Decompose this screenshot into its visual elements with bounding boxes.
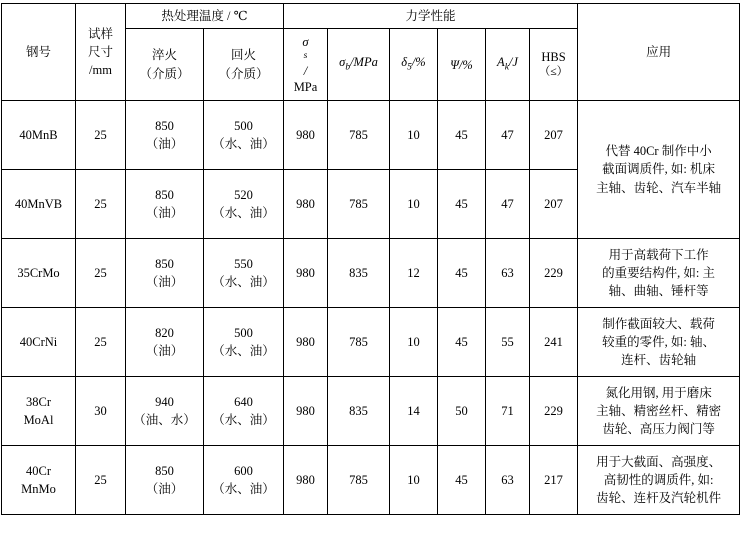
cell-hardness: 207	[530, 101, 578, 170]
cell-temper	[204, 377, 284, 446]
cell-quench	[126, 239, 204, 308]
cell-application-line3: 连杆、齿轮轴	[621, 353, 697, 368]
cell-temper	[204, 239, 284, 308]
table-row	[2, 446, 740, 515]
cell-elongation: 12	[390, 239, 438, 308]
cell-temper-temp: 520	[234, 187, 253, 202]
table-row	[2, 377, 740, 446]
steel-properties-table	[1, 3, 740, 515]
cell-impact-energy: 63	[486, 239, 530, 308]
cell-temper	[204, 170, 284, 239]
header-impact-energy: $A_k/J$	[486, 29, 530, 101]
cell-quench-medium: （油、水）	[133, 413, 196, 427]
cell-application	[578, 308, 740, 377]
cell-application-line3: 齿轮、连杆及汽轮机件	[596, 491, 722, 506]
cell-application-line2: 截面调质件, 如: 机床	[602, 162, 715, 177]
cell-yield-strength: 980	[284, 308, 328, 377]
document-page	[0, 3, 740, 549]
cell-application-line2: 主轴、精密丝杆、精密	[596, 403, 722, 418]
cell-steel-grade: 35CrMo	[2, 239, 76, 308]
cell-elongation: 10	[390, 308, 438, 377]
cell-yield-strength: 980	[284, 446, 328, 515]
cell-application-line1: 用于大截面、高强度、	[596, 454, 722, 469]
cell-hardness: 229	[530, 377, 578, 446]
cell-size: 30	[76, 377, 126, 446]
cell-quench-medium: （油）	[145, 482, 184, 496]
cell-elongation: 10	[390, 170, 438, 239]
cell-temper	[204, 308, 284, 377]
cell-size: 25	[76, 239, 126, 308]
cell-reduction-of-area: 45	[438, 446, 486, 515]
cell-size: 25	[76, 308, 126, 377]
cell-application-line1: 代替 40Cr 制作中小	[605, 144, 712, 159]
cell-quench	[126, 446, 204, 515]
cell-temper-temp: 640	[234, 394, 253, 409]
header-sample-size	[76, 4, 126, 101]
cell-quench-temp: 850	[155, 187, 174, 202]
cell-reduction-of-area: 45	[438, 239, 486, 308]
cell-hardness: 217	[530, 446, 578, 515]
cell-steel-grade: 40MnVB	[2, 170, 76, 239]
cell-steel-grade-line1: 38Cr	[26, 394, 51, 409]
table-body	[2, 101, 740, 515]
cell-steel-grade-line2: MnMo	[21, 482, 56, 496]
table-row	[2, 239, 740, 308]
cell-temper-medium: （水、油）	[212, 137, 275, 151]
cell-application-line2: 的重要结构件, 如: 主	[602, 265, 715, 280]
cell-application	[578, 446, 740, 515]
header-steel-grade: 钢号	[2, 4, 76, 101]
cell-application-line3: 主轴、齿轮、汽车半轴	[596, 180, 722, 195]
header-tensile-strength: $\sigma_b$/MPa	[328, 29, 390, 101]
cell-temper-medium: （水、油）	[212, 275, 275, 289]
cell-quench	[126, 101, 204, 170]
header-quenching-line1: 淬火	[151, 48, 177, 63]
cell-tensile-strength: 785	[328, 101, 390, 170]
cell-temper-temp: 600	[234, 463, 253, 478]
header-sample-size-line3: /mm	[89, 63, 112, 78]
cell-size: 25	[76, 101, 126, 170]
cell-application-line2: 较重的零件, 如: 轴、	[602, 334, 715, 349]
cell-steel-grade-line1: 40Cr	[26, 463, 51, 478]
header-reduction-of-area: Ψ/%	[438, 29, 486, 101]
cell-application	[578, 377, 740, 446]
cell-size: 25	[76, 170, 126, 239]
cell-quench-medium: （油）	[145, 275, 184, 289]
cell-tensile-strength: 835	[328, 239, 390, 308]
cell-quench	[126, 377, 204, 446]
cell-elongation: 10	[390, 446, 438, 515]
header-hardness-line1: HBS	[541, 49, 566, 64]
cell-impact-energy: 47	[486, 101, 530, 170]
cell-application-line3: 轴、曲轴、锤杆等	[608, 284, 709, 299]
cell-elongation: 14	[390, 377, 438, 446]
cell-quench-temp: 850	[155, 118, 174, 133]
header-yield-strength-line1: σ s /	[302, 35, 309, 78]
header-mechanical-properties: 力学性能	[284, 4, 578, 29]
cell-application-line1: 制作截面较大、载荷	[602, 316, 715, 331]
header-quenching	[126, 29, 204, 101]
header-tempering-line2: （介质）	[218, 66, 269, 81]
table-row	[2, 308, 740, 377]
cell-impact-energy: 55	[486, 308, 530, 377]
table-row	[2, 101, 740, 170]
cell-tensile-strength: 785	[328, 446, 390, 515]
cell-application	[578, 101, 740, 239]
header-row-group	[2, 4, 740, 29]
cell-quench-temp: 850	[155, 463, 174, 478]
cell-quench	[126, 308, 204, 377]
cell-temper	[204, 446, 284, 515]
cell-impact-energy: 63	[486, 446, 530, 515]
cell-tensile-strength: 785	[328, 308, 390, 377]
cell-temper-temp: 550	[234, 256, 253, 271]
header-yield-strength	[284, 29, 328, 101]
cell-reduction-of-area: 50	[438, 377, 486, 446]
cell-steel-grade-line2: MoAl	[23, 413, 54, 427]
cell-impact-energy: 47	[486, 170, 530, 239]
header-quenching-line2: （介质）	[139, 66, 190, 81]
cell-application-line2: 高韧性的调质件, 如:	[603, 472, 714, 487]
cell-quench-medium: （油）	[145, 137, 184, 151]
cell-quench	[126, 170, 204, 239]
cell-temper-medium: （水、油）	[212, 344, 275, 358]
cell-application	[578, 239, 740, 308]
header-tempering-line1: 回火	[230, 48, 256, 63]
header-application: 应用	[578, 4, 740, 101]
cell-application-line1: 用于高载荷下工作	[608, 247, 709, 262]
cell-yield-strength: 980	[284, 239, 328, 308]
cell-quench-medium: （油）	[145, 344, 184, 358]
cell-steel-grade: 40MnB	[2, 101, 76, 170]
cell-temper	[204, 101, 284, 170]
header-hardness	[530, 29, 578, 101]
cell-quench-temp: 820	[155, 325, 174, 340]
cell-quench-medium: （油）	[145, 206, 184, 220]
cell-quench-temp: 940	[155, 394, 174, 409]
cell-yield-strength: 980	[284, 377, 328, 446]
cell-tensile-strength: 835	[328, 377, 390, 446]
cell-elongation: 10	[390, 101, 438, 170]
cell-temper-temp: 500	[234, 325, 253, 340]
cell-reduction-of-area: 45	[438, 170, 486, 239]
cell-hardness: 207	[530, 170, 578, 239]
cell-application-line3: 齿轮、高压力阀门等	[602, 422, 715, 437]
cell-steel-grade	[2, 377, 76, 446]
header-elongation: $\delta_5/\%$	[390, 29, 438, 101]
cell-reduction-of-area: 45	[438, 101, 486, 170]
header-sample-size-line1: 试样	[87, 26, 113, 41]
header-sample-size-line2: 尺寸	[87, 44, 113, 59]
cell-tensile-strength: 785	[328, 170, 390, 239]
cell-yield-strength: 980	[284, 170, 328, 239]
cell-hardness: 241	[530, 308, 578, 377]
cell-temper-medium: （水、油）	[212, 482, 275, 496]
cell-steel-grade	[2, 446, 76, 515]
cell-reduction-of-area: 45	[438, 308, 486, 377]
cell-size: 25	[76, 446, 126, 515]
table-header	[2, 4, 740, 101]
cell-hardness: 229	[530, 239, 578, 308]
cell-temper-medium: （水、油）	[212, 413, 275, 427]
header-heat-treatment: 热处理温度 / ℃	[126, 4, 284, 29]
cell-temper-medium: （水、油）	[212, 206, 275, 220]
cell-steel-grade: 40CrNi	[2, 308, 76, 377]
header-hardness-line2: （≤）	[538, 66, 569, 79]
cell-quench-temp: 850	[155, 256, 174, 271]
cell-temper-temp: 500	[234, 118, 253, 133]
header-yield-strength-line2: MPa	[293, 79, 318, 94]
cell-yield-strength: 980	[284, 101, 328, 170]
header-tempering	[204, 29, 284, 101]
cell-application-line1: 氮化用钢, 用于磨床	[605, 385, 712, 400]
cell-impact-energy: 71	[486, 377, 530, 446]
